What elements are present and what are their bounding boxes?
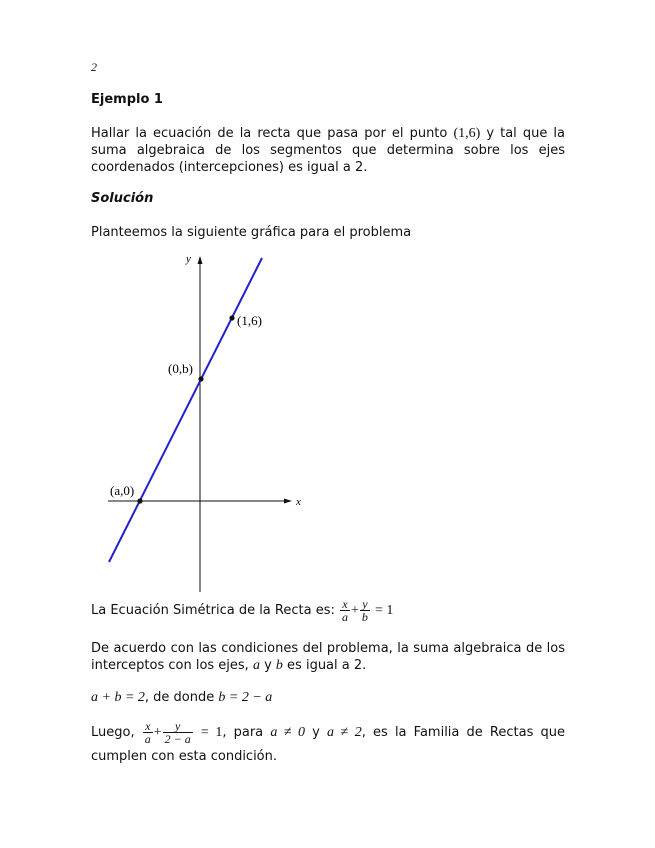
conditions-paragraph: De acuerdo con las condiciones del problema, la suma algebraica de los interceptos con los ejes, a y b es igual a 2. xyxy=(91,641,565,673)
fraction-x-over-a: $\frac{x}{a}$ xyxy=(341,597,348,624)
point-1-6 xyxy=(229,315,234,320)
fraction-x-over-a-2: $\frac{x}{a}$ xyxy=(144,719,151,746)
symmetric-equation-line xyxy=(91,598,393,624)
problem-point: (1,6) xyxy=(453,126,481,141)
solution-title: Solución xyxy=(91,191,154,206)
fraction-y-over-2-minus-a: $\frac{y}{2 - a}$ xyxy=(164,719,191,746)
condition-a-not-0: a ≠ 0 xyxy=(270,725,306,740)
problem-text-2: y tal que la suma algebraica de los segmentos que determina sobre los ejes coordenados (intercepciones) es igual a 2. xyxy=(91,126,565,175)
problem-text-1: Hallar la ecuación de la recta que pasa por el punto xyxy=(91,126,454,141)
intro-text: Planteemos la siguiente gráfica para el problema xyxy=(91,225,412,240)
line-graph xyxy=(109,258,262,562)
condition-a-not-2: a ≠ 2 xyxy=(327,725,362,740)
equals-one: = 1 xyxy=(375,603,394,618)
label-point-a-0: (a,0) xyxy=(110,483,135,498)
x-axis-arrow-icon xyxy=(284,499,292,504)
plus-sign: + xyxy=(350,603,359,618)
equation-a-plus-b: a + b = 2 xyxy=(91,690,145,705)
equation-b: b = 2 − a xyxy=(218,690,273,705)
var-a: a xyxy=(252,658,260,673)
family-paragraph: Luego, $\frac{x}{a}$ + $\frac{y}{2 - a}$ = 1, para a ≠ 0 y a ≠ 2, es la Familia de Rectas que cumplen con esta condición. xyxy=(91,719,565,764)
point-a-0 xyxy=(137,498,142,503)
relation-line: a + b = 2, de donde b = 2 − a xyxy=(91,690,273,705)
label-point-1-6: (1,6) xyxy=(237,313,262,328)
x-axis-label: x xyxy=(296,496,301,508)
page-number: 2 xyxy=(91,60,97,74)
symmetric-text: La Ecuación Simétrica de la Recta es: xyxy=(91,603,339,618)
y-axis-arrow-icon xyxy=(198,256,203,264)
var-b: b xyxy=(275,658,283,673)
label-point-0-b: (0,b) xyxy=(168,361,193,376)
example-title: Ejemplo 1 xyxy=(91,92,163,107)
y-axis-label: y xyxy=(186,253,191,265)
point-0-b xyxy=(198,376,203,381)
fraction-y-over-b: $\frac{y}{b}$ xyxy=(361,597,368,624)
